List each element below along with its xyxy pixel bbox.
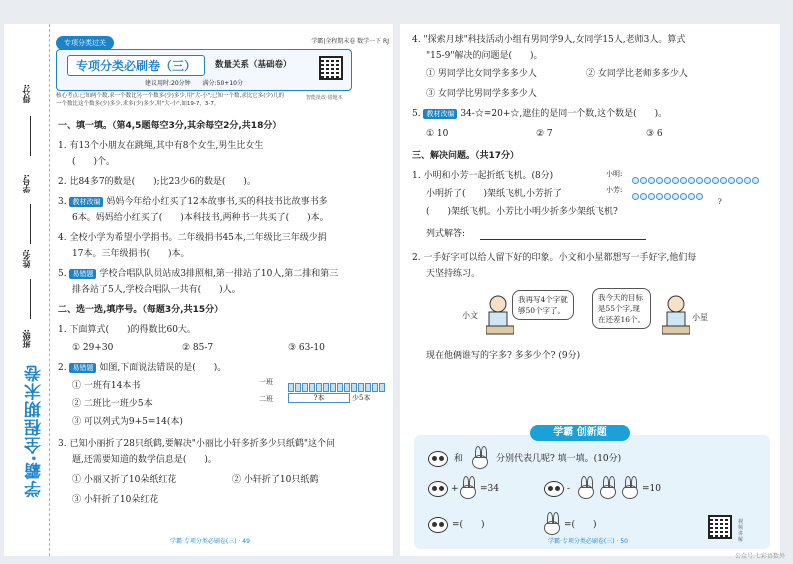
header-brand: 学霸|全程期末卷 数学一下 RJ bbox=[311, 38, 389, 45]
question-9: 4. "探索月球"科技活动小组有男同学9人,女同学15人,老师3人。算式 bbox=[412, 35, 686, 45]
row-label: 小明: bbox=[606, 170, 623, 178]
name-xiaowen: 小文 bbox=[462, 311, 478, 320]
question-11-cont: ( )架纸飞机。小芳比小明少折多少架纸飞机? bbox=[426, 207, 618, 217]
title-box bbox=[56, 49, 352, 91]
page-subtitle: 数量关系（基础卷） bbox=[215, 60, 292, 70]
speech-bubble-xiaoxing: 我今天的目标 是55个字,现 在还差16个。 bbox=[592, 288, 651, 329]
qr-label: 智能批改·错题本 bbox=[306, 95, 343, 101]
question-4: 4. 全校小学为希望小学捐书。二年级捐书45本,二年级比三年级少捐 bbox=[58, 233, 327, 243]
binding-strip bbox=[4, 24, 50, 556]
panda-icon bbox=[428, 517, 448, 533]
option[interactable]: ③ 可以列式为9+5=14(本) bbox=[72, 417, 183, 427]
panda-icon bbox=[544, 481, 564, 497]
class-label: 班级: bbox=[22, 329, 31, 349]
question-11-cont: 小明折了( )架纸飞机,小芳折了 bbox=[426, 189, 562, 199]
row-label: 二班 bbox=[259, 395, 273, 403]
question-12-cont: 天坚持练习。 bbox=[426, 269, 481, 279]
rabbit-answer[interactable]: =( ) bbox=[564, 520, 597, 530]
panda-icon bbox=[428, 481, 448, 497]
question-5-cont: 排各站了5人,学校合唱队一共有( )人。 bbox=[72, 285, 241, 295]
question-1-cont: ( )个。 bbox=[72, 157, 116, 167]
question-1: 1. 有13个小朋友在跳绳,其中有8个女生,男生比女生 bbox=[58, 141, 264, 151]
name-xiaoxing: 小星 bbox=[692, 313, 708, 322]
answer-line[interactable] bbox=[480, 239, 646, 240]
qr-label: 视频讲解 bbox=[738, 519, 744, 543]
minus-sign: - bbox=[567, 484, 571, 494]
question-3: 3. 教材改编 妈妈今年给小红买了12本故事书,买的科技书比故事书多 bbox=[58, 197, 328, 207]
rabbit-icon bbox=[472, 455, 488, 469]
question-11: 1. 小明和小芳一起折纸飞机。(8分) bbox=[412, 171, 554, 181]
rabbit-icon bbox=[544, 521, 560, 535]
speech-bubble-xiaowen: 我再写4个字就 够50个字了。 bbox=[512, 290, 574, 320]
option[interactable]: ① 男同学比女同学多多少人 bbox=[426, 69, 537, 79]
left-page bbox=[4, 24, 393, 556]
boy-writing-icon bbox=[486, 294, 514, 342]
class1-bar bbox=[288, 377, 386, 387]
page-title: 专项分类必刷卷（三） bbox=[67, 55, 205, 76]
section-2-heading: 二、选一选,填序号。（每题3分,共15分） bbox=[58, 305, 224, 315]
plus-sign: + bbox=[451, 484, 459, 494]
rabbit-icon bbox=[460, 485, 476, 499]
option[interactable]: ② 85-7 bbox=[182, 343, 214, 353]
category-tag: 专项分类过关 bbox=[56, 36, 114, 50]
option[interactable]: ② 7 bbox=[536, 129, 553, 139]
row-label: 一班 bbox=[259, 378, 273, 386]
gap-label: 少5本 bbox=[352, 394, 371, 402]
xiaofang-circles bbox=[632, 185, 704, 195]
rabbit-icon bbox=[578, 485, 594, 499]
option[interactable]: ① 小丽又折了10朵纸红花 bbox=[72, 475, 177, 485]
boy-writing-icon bbox=[662, 294, 690, 342]
challenge-box bbox=[414, 427, 770, 549]
option[interactable]: ③ 6 bbox=[646, 129, 663, 139]
challenge-title: 学霸 创新题 bbox=[530, 425, 630, 441]
score-label: 得分: bbox=[22, 84, 31, 104]
textbook-badge: 教材改编 bbox=[423, 109, 457, 119]
panda-icon bbox=[428, 451, 448, 467]
name-label: 姓名: bbox=[22, 249, 31, 269]
question-9-cont: "15-9"解决的问题是( )。 bbox=[426, 51, 543, 61]
tip-line: 核心考点:已知两个数,求一个数比另一个数多(少)多少,用"大-小";已知一个数,求比它多(少)几的 bbox=[56, 93, 285, 99]
option[interactable]: ① 一班有14本书 bbox=[72, 381, 141, 391]
equation-1-result: =34 bbox=[480, 484, 499, 494]
question-7: 2. 易错题 如图,下面说法错误的是( )。 bbox=[58, 363, 227, 373]
right-page bbox=[400, 24, 780, 556]
question-10: 5. 教材改编 34-☆=20+☆,遮住的是同一个数,这个数是( )。 bbox=[412, 109, 668, 119]
question-3-cont: 6本。妈妈给小红买了( )本科技书,两种书一共买了( )本。 bbox=[72, 213, 329, 223]
page-footer: 学霸·专项分类必刷卷(三) · 49 bbox=[170, 538, 250, 545]
qr-code-icon[interactable] bbox=[319, 56, 343, 80]
equation-2-result: =10 bbox=[642, 484, 661, 494]
student-id-label: 学号: bbox=[22, 174, 31, 194]
row-label: 小芳: bbox=[606, 186, 623, 194]
question-8-cont: 题,还需要知道的数学信息是( )。 bbox=[72, 455, 217, 465]
section-1-heading: 一、填一填。（第4,5题每空3分,其余每空2分,共18分） bbox=[58, 121, 282, 131]
tip-box bbox=[56, 92, 386, 108]
question-6: 1. 下面算式( )的得数比60大。 bbox=[58, 325, 196, 335]
panda-answer[interactable]: =( ) bbox=[452, 520, 485, 530]
option[interactable]: ② 二班比一班少5本 bbox=[72, 399, 153, 409]
class2-bar: ?本 bbox=[288, 393, 350, 403]
challenge-prompt: 分别代表几呢? 填一填。(10分) bbox=[496, 454, 622, 464]
option[interactable]: ② 小轩折了10只纸鹤 bbox=[232, 475, 319, 485]
option[interactable]: ② 女同学比老师多多少人 bbox=[586, 69, 688, 79]
question-5: 5. 易错题 学校合唱队队员站成3排照相,第一排站了10人,第二排和第三 bbox=[58, 269, 339, 279]
question-12: 2. 一手好字可以给人留下好的印象。小文和小星都想写一手好字,他们每 bbox=[412, 253, 697, 263]
option[interactable]: ③ 女同学比男同学多多少人 bbox=[426, 89, 537, 99]
rabbit-icon bbox=[600, 485, 616, 499]
brand-logo: 学霸·全程期末卷 bbox=[25, 364, 45, 498]
time-score-meta: 建议用时:20分钟 满分:50+10分 bbox=[145, 80, 243, 87]
watermark: 公众号:七彩语数外 bbox=[734, 553, 785, 560]
option[interactable]: ③ 63-10 bbox=[288, 343, 325, 353]
question-11-answer-label: 列式解答: bbox=[426, 229, 466, 239]
qr-code-icon[interactable] bbox=[708, 515, 732, 539]
error-prone-badge: 易错题 bbox=[69, 269, 96, 279]
option[interactable]: ① 29+30 bbox=[72, 343, 114, 353]
brace-question: ? bbox=[718, 198, 722, 206]
and-text: 和 bbox=[454, 454, 464, 464]
xiaoming-circles bbox=[632, 169, 760, 179]
page-footer: 学霸·专项分类必刷卷(三) · 50 bbox=[548, 538, 628, 545]
rabbit-icon bbox=[622, 485, 638, 499]
textbook-badge: 教材改编 bbox=[69, 197, 103, 207]
tip-line: 一个数比这个数多(少)多少,求多(少)多少,用"大-小",如19-7，3-7。 bbox=[56, 101, 220, 107]
question-4-cont: 17本。三年级捐书( )本。 bbox=[72, 249, 190, 259]
question-12-ask: 现在他俩谁写的字多? 多多少个? (9分) bbox=[426, 351, 581, 361]
question-8: 3. 已知小丽折了28只纸鹤,要解决"小丽比小轩多折多少只纸鹤"这个问 bbox=[58, 439, 336, 449]
section-3-heading: 三、解决问题。（共17分） bbox=[412, 151, 520, 161]
question-2: 2. 比84多7的数是( );比23少6的数是( )。 bbox=[58, 177, 256, 187]
option[interactable]: ① 10 bbox=[426, 129, 449, 139]
option[interactable]: ③ 小轩折了10朵红花 bbox=[72, 495, 159, 505]
error-prone-badge: 易错题 bbox=[69, 363, 96, 373]
